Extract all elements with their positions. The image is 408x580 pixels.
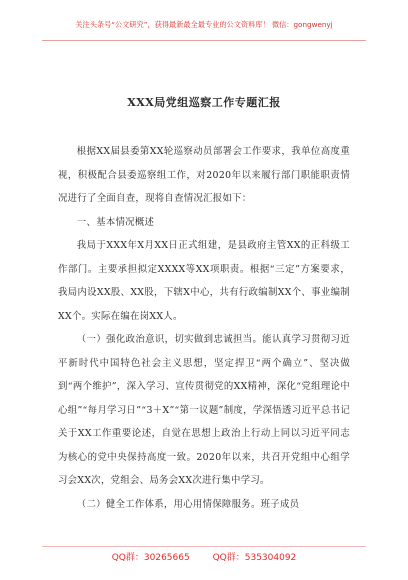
footer-qq-group-2: QQ群：535304092 bbox=[212, 553, 297, 563]
footer-divider bbox=[42, 546, 366, 547]
footer-qq-group-1: QQ群：30265665 bbox=[111, 553, 190, 563]
header-banner: 关注头条号“公文研究”，获得最新最全最专业的公文资料库！ 微信：gongwenyj bbox=[75, 20, 333, 29]
document-body bbox=[58, 140, 350, 516]
paragraph-intro: 根据XX届县委第XX轮巡察动员部署会工作要求，我单位高度重视，积极配合县委巡察组工作，对2020年以来履行部门职能职责情况进行了全面自查，现将自查情况汇报如下： bbox=[58, 146, 350, 204]
paragraph-political-awareness: （一）强化政治意识，切实做到忠诚担当。能认真学习贯彻习近平新时代中国特色社会主义思想，坚定捍卫“两个确立”、坚决做到“两个维护”，深入学习、宣传贯彻党的XX精神，深化“党组理论中心组”“每月学习日”“3＋X”“第一议题”制度，学深悟透习近平总书记关于XX工作重要论述，自觉在思想上政治上行动上同以习近平同志为核心的党中央保持高度一致。2020年以来，共召开党组中心组学习会XX次，党组会、局务会XX次进行集中学习。 bbox=[58, 334, 350, 486]
section-heading-basic-overview: 一、基本情况概述 bbox=[76, 216, 155, 228]
paragraph-organization: 我局于XXX年X月XX日正式组建，是县政府主管XX的正科级工作部门。主要承担拟定XXXX等XX项职责。根据“三定”方案要求，我局内设XX股、XX股，下辖X中心，共有行政编制XX个、事业编制XX个。实际在编在岗XX人。 bbox=[58, 240, 350, 322]
paragraph-work-system: （二）健全工作体系，用心用情保障服务。班子成员 bbox=[76, 498, 300, 510]
document-title: XXX局党组巡察工作专题汇报 bbox=[127, 96, 281, 109]
footer bbox=[0, 550, 408, 563]
header-divider bbox=[42, 40, 366, 41]
